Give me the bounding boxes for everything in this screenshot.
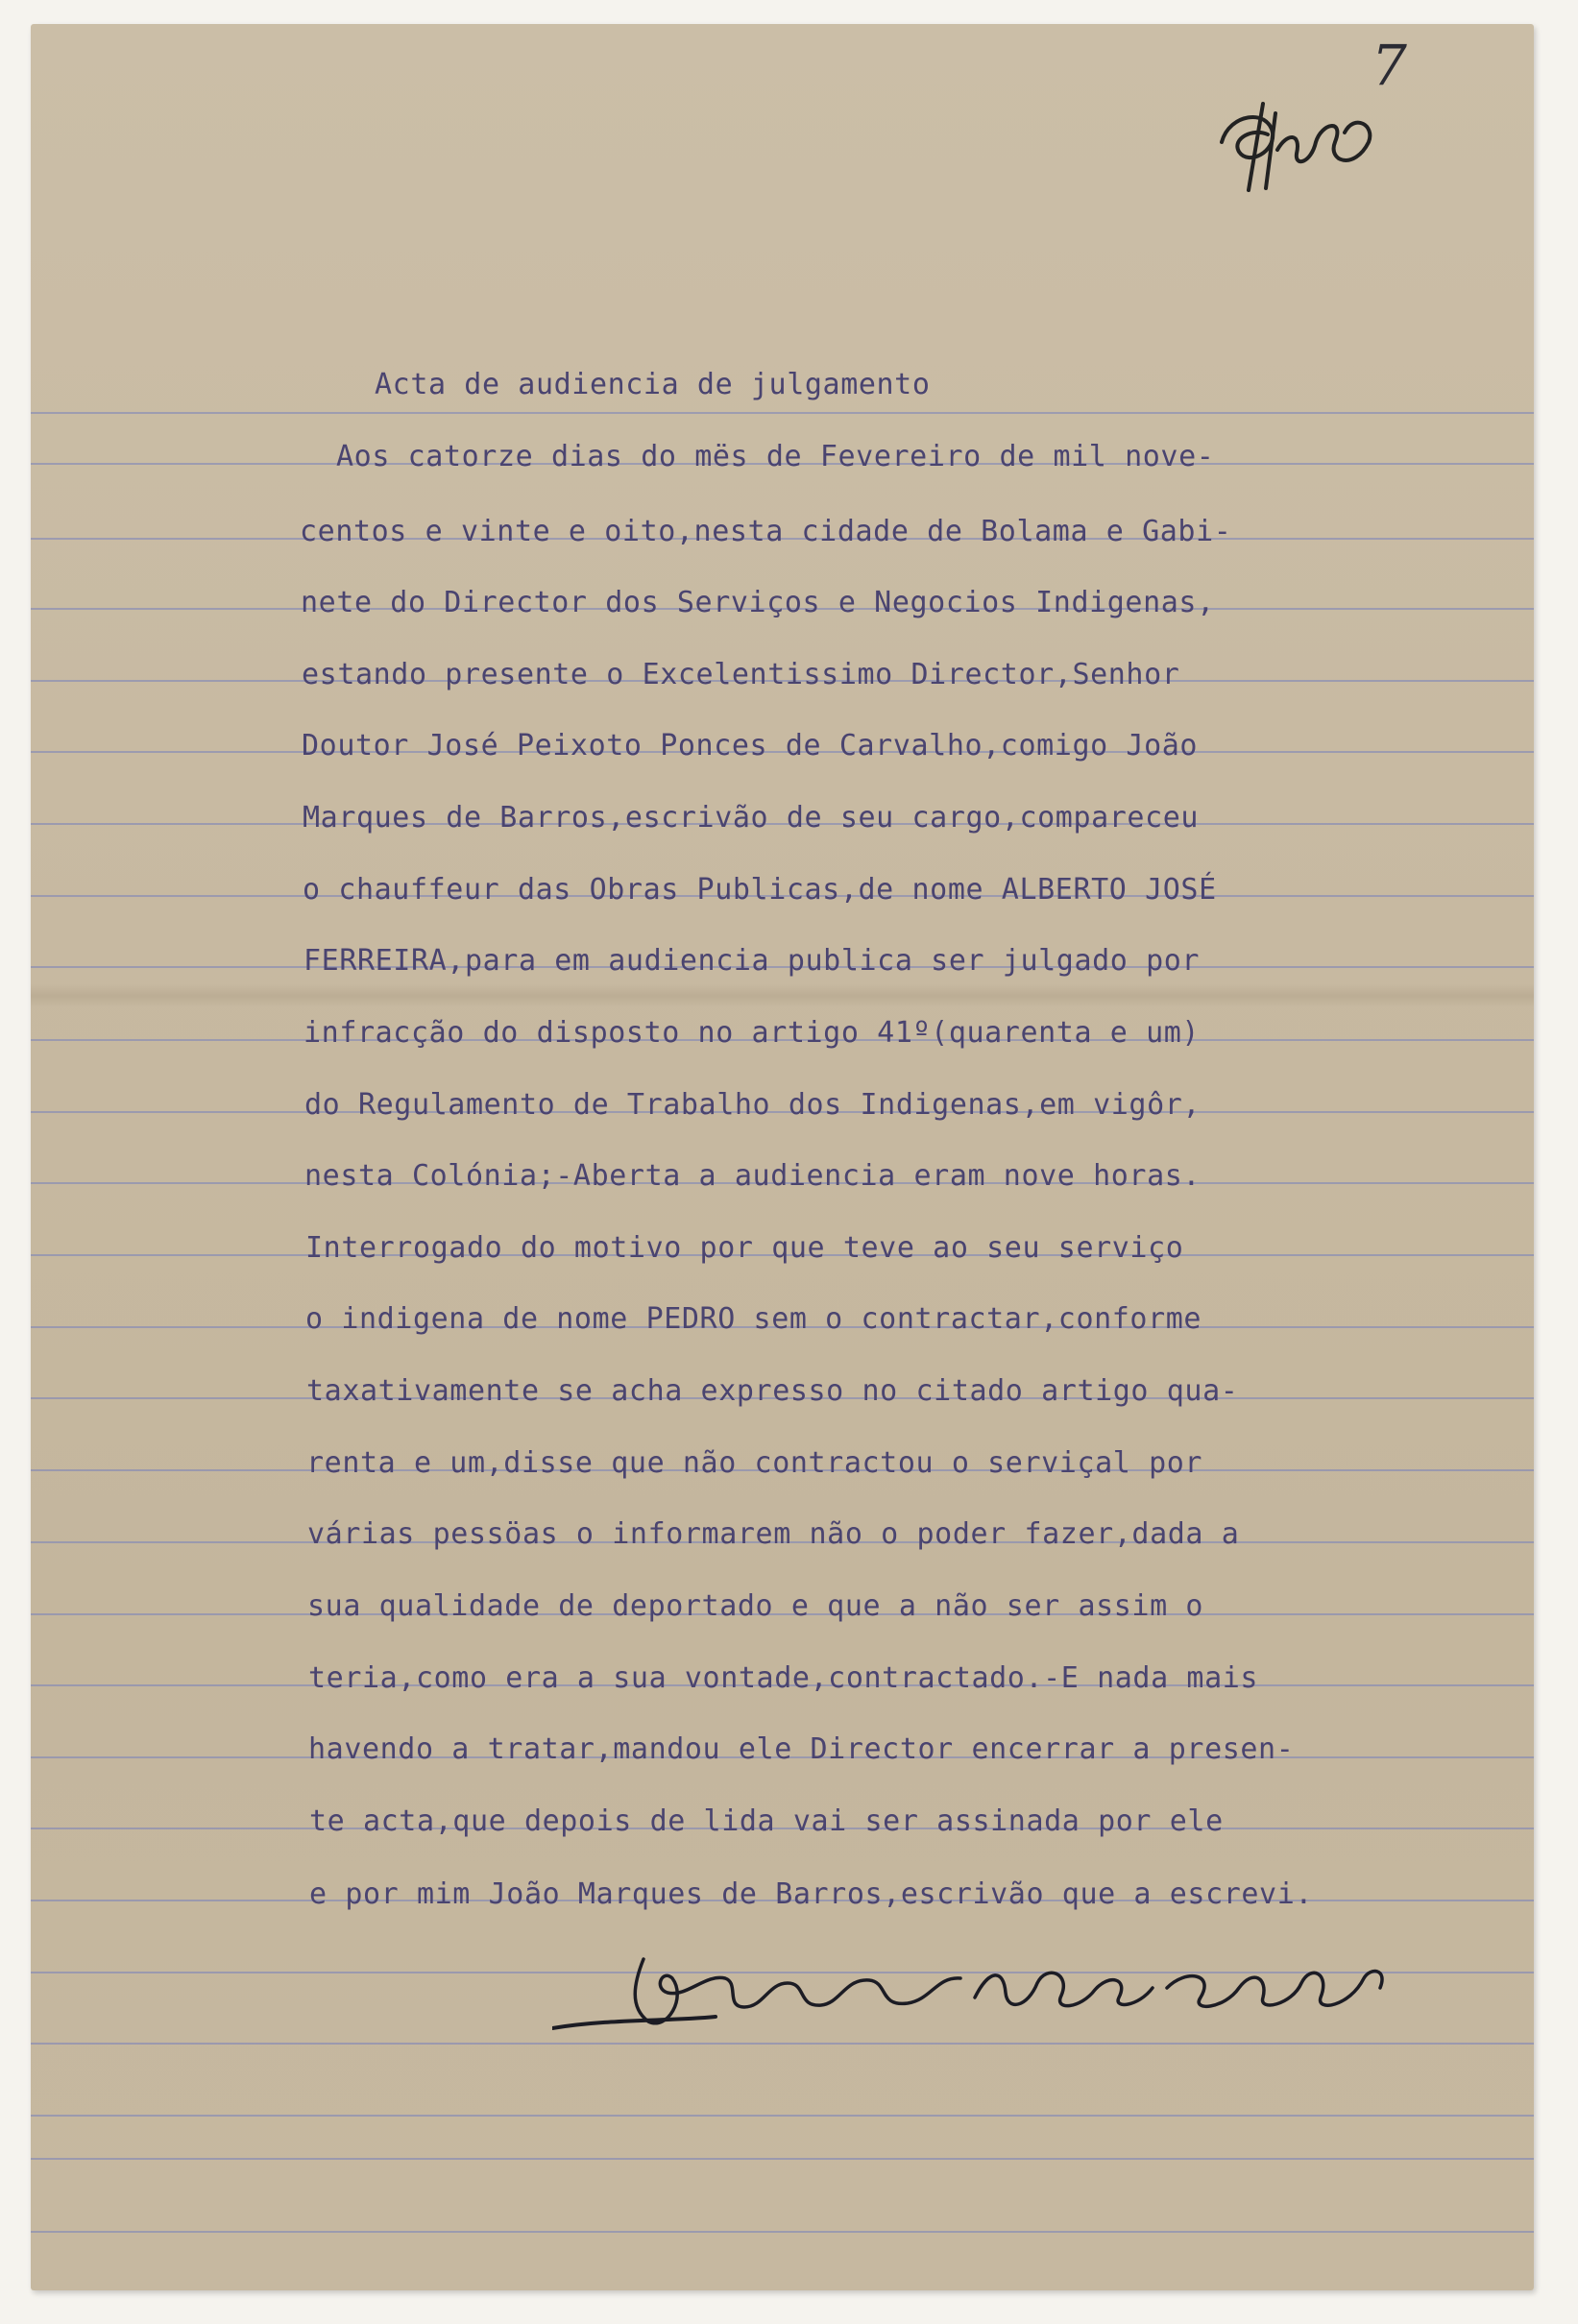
document-line: te acta,que depois de lida vai ser assinada por ele xyxy=(309,1804,1224,1838)
ruled-line xyxy=(31,2115,1534,2117)
document-line: o indigena de nome PEDRO sem o contractar,conforme xyxy=(305,1302,1202,1336)
document-line: centos e vinte e oito,nesta cidade de Bolama e Gabi- xyxy=(300,515,1232,548)
document-line: o chauffeur das Obras Publicas,de nome ALBERTO JOSÉ xyxy=(303,873,1217,907)
document-line: havendo a tratar,mandou ele Director encerrar a presen- xyxy=(308,1732,1295,1766)
document-line: FERREIRA,para em audiencia publica ser julgado por xyxy=(303,944,1201,978)
paper-fold xyxy=(31,984,1534,1007)
document-line: nete do Director dos Serviços e Negocios Indigenas, xyxy=(301,586,1215,619)
document-line: infracção do disposto no artigo 41º(quarenta e um) xyxy=(303,1016,1201,1050)
rubric-icon xyxy=(1210,75,1383,219)
page-number-rubric xyxy=(1316,33,1431,181)
document-line: teria,como era a sua vontade,contractado.-E nada mais xyxy=(308,1661,1259,1695)
document-line: Doutor José Peixoto Ponces de Carvalho,comigo João xyxy=(302,729,1199,763)
page-number: 7 xyxy=(1372,33,1407,98)
document-line: Aos catorze dias do mës de Fevereiro de mil nove- xyxy=(336,440,1215,473)
document-line: várias pessöas o informarem não o poder fazer,dada a xyxy=(307,1517,1240,1551)
document-line: do Regulamento de Trabalho dos Indigenas,em vigôr, xyxy=(304,1088,1202,1122)
ruled-line xyxy=(31,2158,1534,2160)
ruled-line xyxy=(31,412,1534,414)
document-line: Interrogado do motivo por que teve ao seu serviço xyxy=(305,1231,1184,1265)
document-line: sua qualidade de deportado e que a não ser assim o xyxy=(307,1589,1204,1623)
signature-icon xyxy=(552,1940,1417,2046)
document-line: Marques de Barros,escrivão de seu cargo,compareceu xyxy=(303,801,1200,835)
document-line: renta e um,disse que não contractou o serviçal por xyxy=(306,1446,1203,1480)
document-line: nesta Colónia;-Aberta a audiencia eram nove horas. xyxy=(304,1159,1202,1193)
document-title: Acta de audiencia de julgamento xyxy=(375,368,931,401)
document-line: taxativamente se acha expresso no citado artigo qua- xyxy=(306,1374,1239,1408)
document-line: e por mim João Marques de Barros,escrivão que a escrevi. xyxy=(309,1877,1314,1911)
document-line: estando presente o Excelentissimo Director,Senhor xyxy=(302,658,1180,691)
ruled-line xyxy=(31,2231,1534,2233)
